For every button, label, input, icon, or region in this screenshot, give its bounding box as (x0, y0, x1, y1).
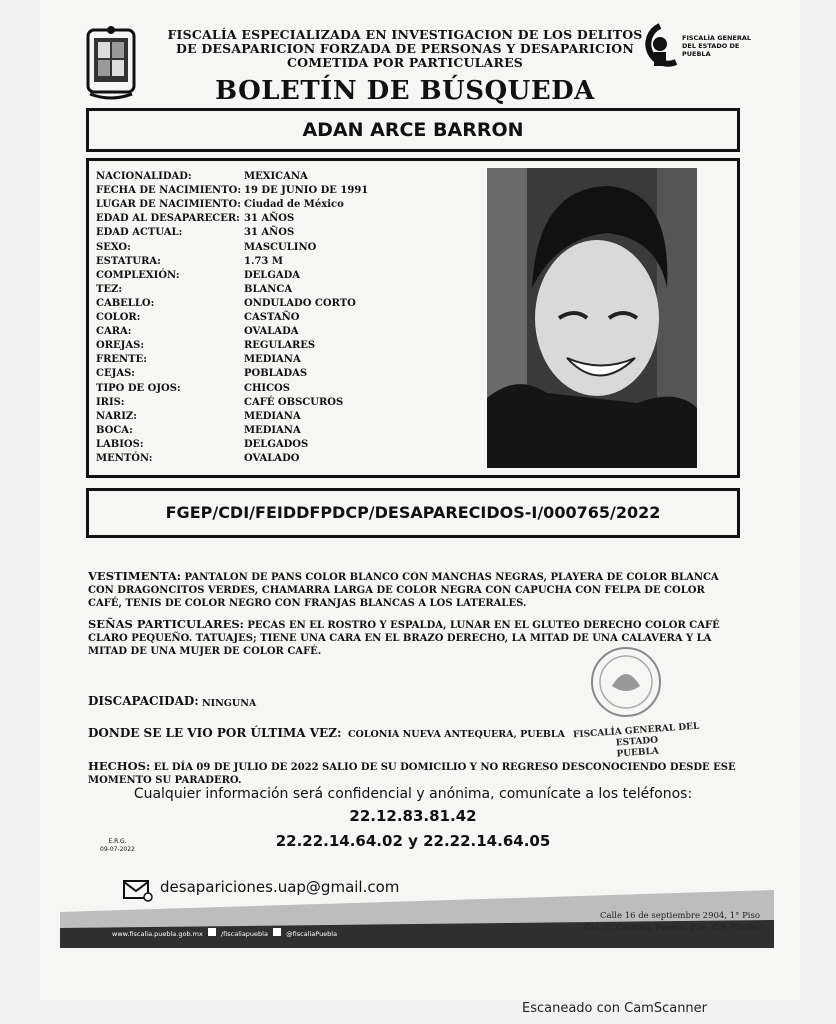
field-label: BOCA: (96, 424, 133, 436)
fiscalia-logo-line1: FISCALÍA GENERAL (682, 34, 752, 42)
twitter-icon (273, 928, 281, 936)
state-seal-icon (82, 24, 140, 102)
field-value: OVALADA (244, 326, 299, 338)
field-value: CHICOS (244, 382, 290, 394)
field-label: CABELLO: (96, 297, 155, 309)
field-label: OREJAS: (96, 340, 145, 352)
facts-text: EL DÍA 09 DE JULIO DE 2022 SALIO DE SU DOMICILIO Y NO REGRESO DESCONOCIENDO DESDE ESE MOMENTO SU PARADERO. (88, 762, 736, 786)
disability-value: NINGUNA (202, 698, 257, 709)
field-value: REGULARES (244, 340, 316, 352)
phone-secondary: 22.22.14.64.02 y 22.22.14.64.05 (275, 832, 551, 850)
field-label: CEJAS: (96, 368, 135, 380)
bulletin-title: BOLETÍN DE BÚSQUEDA (215, 76, 595, 106)
facebook-icon (208, 928, 216, 936)
field-label: TEZ: (96, 283, 123, 295)
disability-label: DISCAPACIDAD: (88, 694, 199, 708)
initials-line2: 09-07-2022 (100, 846, 135, 853)
fiscalia-logo-text (682, 34, 751, 58)
field-value: MASCULINO (244, 241, 317, 253)
agency-title-line1: FISCALÍA ESPECIALIZADA EN INVESTIGACION DE LOS DELITOS (167, 27, 643, 42)
field-label: NARIZ: (96, 410, 137, 422)
website-link[interactable]: www.fiscalia.puebla.gob.mx (112, 930, 203, 938)
footer-address-line2: Col. El Carmen, Puebla, Pue. C.P. 72530. (584, 923, 760, 933)
distinguishing-marks-label: SEÑAS PARTICULARES: (88, 617, 244, 631)
phone-primary: 22.12.83.81.42 (349, 807, 477, 825)
stamp-line2: PUEBLA (616, 746, 660, 760)
agency-title-line2: DE DESAPARICION FORZADA DE PERSONAS Y DESAPARICION (176, 41, 634, 56)
footer-address (555, 910, 760, 934)
field-label: MENTÓN: (96, 453, 153, 464)
field-value: MEDIANA (244, 354, 301, 366)
field-label: EDAD AL DESAPARECER: (96, 213, 240, 225)
field-label: CARA: (96, 326, 132, 338)
field-value: DELGADA (244, 269, 301, 281)
person-photo (487, 168, 697, 468)
field-value: 31 AÑOS (244, 213, 295, 225)
field-label: TIPO DE OJOS: (96, 382, 181, 394)
field-value: 1.73 M (244, 255, 283, 267)
field-value: 19 DE JUNIO DE 1991 (244, 185, 369, 197)
field-value: BLANCA (244, 283, 293, 295)
field-value: MEXICANA (244, 171, 308, 182)
initials-line1: E.R.G. (108, 838, 127, 845)
field-label: EDAD ACTUAL: (96, 227, 183, 239)
field-label: FRENTE: (96, 354, 147, 366)
facebook-link[interactable]: /fiscaliapuebla (220, 930, 268, 938)
clothing-label: VESTIMENTA: (88, 569, 182, 583)
field-label: LUGAR DE NACIMIENTO: (96, 199, 241, 211)
field-value: CAFÉ OBSCUROS (244, 396, 344, 408)
agency-title-line3: COMETIDA POR PARTICULARES (286, 55, 524, 70)
last-seen-label: DONDE SE LE VIO POR ÚLTIMA VEZ: (88, 726, 342, 740)
fiscalia-logo-icon (640, 22, 680, 80)
clothing-section (88, 570, 738, 610)
field-label: FECHA DE NACIMIENTO: (96, 185, 242, 197)
official-stamp-icon (586, 644, 666, 722)
person-photo-icon (487, 168, 697, 468)
field-value: CASTAÑO (244, 312, 300, 323)
last-seen-value: COLONIA NUEVA ANTEQUERA, PUEBLA (348, 729, 565, 740)
distinguishing-marks-text: PECAS EN EL ROSTRO Y ESPALDA, LUNAR EN EL GLUTEO DERECHO COLOR CAFÉ CLARO PEQUEÑO. TATUAJES; TIENE UNA CARA EN EL BRAZO DERECHO, LA MITAD DE UNA CALAVERA Y LA MITAD DE UNA MUJER DE COLOR CAFÉ. (88, 620, 720, 657)
author-initials (100, 838, 135, 854)
field-value: POBLADAS (244, 368, 308, 380)
facts-section (88, 760, 738, 787)
footer-social (112, 928, 337, 938)
field-value: DELGADOS (244, 438, 309, 450)
field-value: MEDIANA (244, 424, 301, 436)
field-label: COLOR: (96, 312, 141, 323)
contact-message: Cualquier información será confidencial y anónima, comunícate a los teléfonos: (133, 786, 693, 802)
fiscalia-logo-line3: PUEBLA (682, 50, 711, 58)
field-label: SEXO: (96, 241, 131, 253)
field-label: ESTATURA: (96, 255, 161, 267)
facts-label: HECHOS: (88, 759, 151, 773)
agency-title (135, 28, 675, 70)
field-label: LABIOS: (96, 438, 144, 450)
clothing-text: PANTALON DE PANS COLOR BLANCO CON MANCHAS NEGRAS, PLAYERA DE COLOR BLANCA CON DRAGONCITOS VERDES, CHAMARRA LARGA DE COLOR NEGRA CON CAPUCHA CON FELPA DE COLOR CAFÉ, TENIS DE COLOR NEGRO CON FRANJAS BLANCAS A LOS LATERALES. (88, 572, 719, 609)
stamp-line1: FISCALÍA GENERAL DEL ESTADO (572, 721, 700, 749)
field-label: NACIONALIDAD: (96, 171, 192, 182)
field-label: IRIS: (96, 396, 125, 408)
fiscalia-logo-line2: DEL ESTADO DE (682, 42, 740, 50)
field-value: MEDIANA (244, 410, 301, 422)
field-value: 31 AÑOS (244, 227, 295, 239)
field-value: Ciudad de México (244, 199, 344, 211)
contact-email[interactable]: desapariciones.uap@gmail.com (160, 878, 400, 896)
person-name: ADAN ARCE BARRON (86, 108, 740, 152)
field-label: COMPLEXIÓN: (96, 269, 180, 281)
footer-address-line1: Calle 16 de septiembre 2904, 1° Piso (599, 911, 760, 921)
field-value: OVALADO (244, 453, 300, 464)
scanner-watermark: Escaneado con CamScanner (522, 1001, 708, 1016)
field-value: ONDULADO CORTO (244, 297, 356, 309)
case-number: FGEP/CDI/FEIDDFPDCP/DESAPARECIDOS-I/000765/2022 (86, 488, 740, 538)
twitter-link[interactable]: @fiscaliaPuebla (286, 930, 338, 938)
